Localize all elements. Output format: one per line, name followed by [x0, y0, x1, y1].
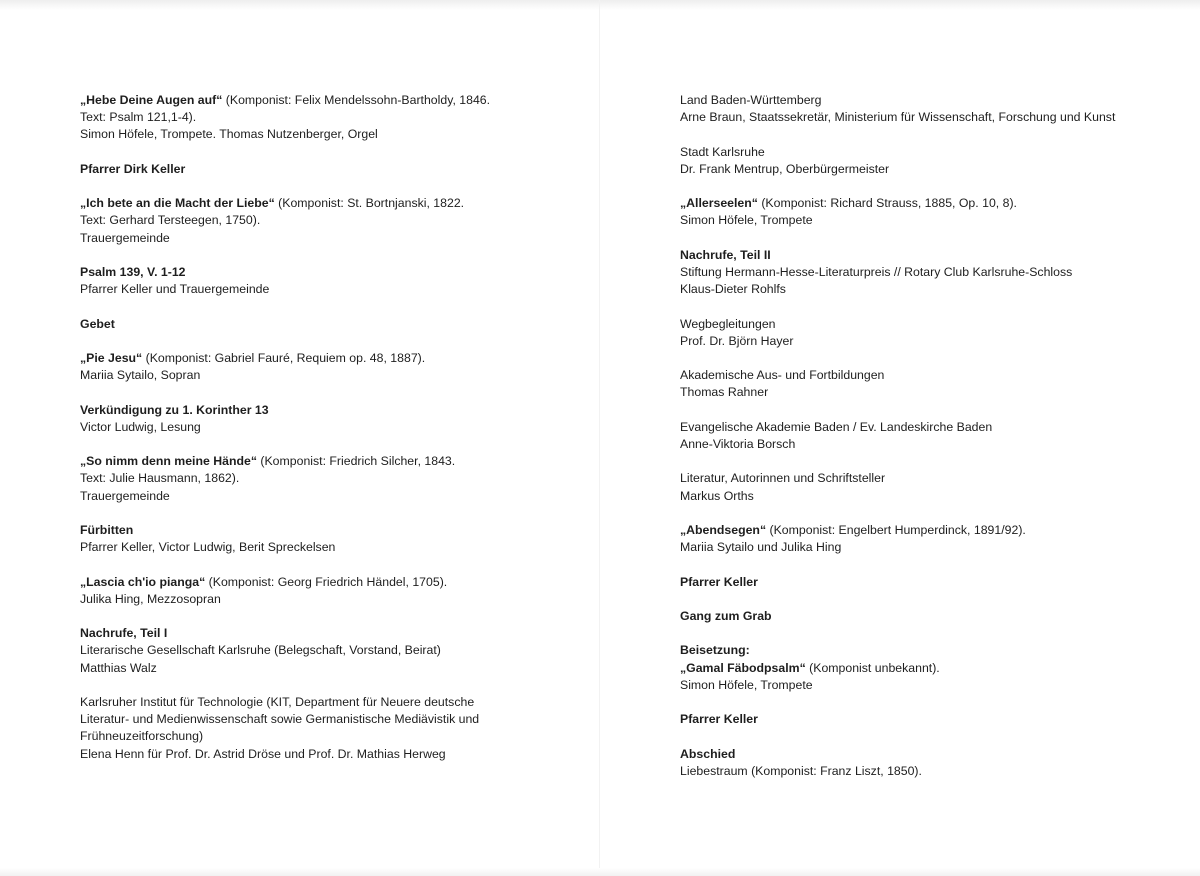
program-line	[680, 281, 1150, 298]
item-title: Pfarrer Dirk Keller	[80, 161, 186, 176]
program-line	[680, 333, 1150, 350]
program-line	[680, 212, 1150, 229]
program-item	[680, 470, 1150, 504]
program-item	[80, 92, 550, 144]
program-line	[80, 126, 550, 143]
item-title: „Ich bete an die Macht der Liebe“	[80, 196, 275, 211]
item-text: Evangelische Akademie Baden / Ev. Landeskirche Baden	[680, 419, 993, 434]
program-line	[80, 316, 550, 333]
item-text: Matthias Walz	[80, 660, 157, 675]
program-line	[680, 436, 1150, 453]
program-item	[680, 92, 1150, 126]
program-line	[680, 711, 1150, 728]
item-text: (Komponist unbekannt).	[805, 660, 940, 675]
program-item	[80, 625, 550, 677]
item-title: Psalm 139, V. 1-12	[80, 264, 186, 279]
item-text: Simon Höfele, Trompete	[680, 677, 813, 692]
program-line	[80, 660, 550, 677]
item-title: „Gamal Fäbodpsalm“	[680, 660, 806, 675]
program-item	[680, 522, 1150, 556]
item-text: Prof. Dr. Björn Hayer	[680, 333, 794, 348]
program-line	[80, 625, 550, 642]
program-item	[680, 711, 1150, 728]
program-item	[680, 247, 1150, 299]
item-title: „Hebe Deine Augen auf“	[80, 93, 223, 107]
program-line	[680, 522, 1150, 539]
item-text: Victor Ludwig, Lesung	[80, 419, 201, 434]
item-title: „So nimm denn meine Hände“	[80, 454, 257, 469]
program-line	[80, 522, 550, 539]
program-item	[80, 522, 550, 556]
program-item	[80, 453, 550, 505]
program-line	[80, 350, 550, 367]
page-fold	[599, 0, 600, 876]
program-line	[680, 161, 1150, 178]
program-line	[80, 281, 550, 298]
scan-edge-bottom	[0, 868, 1200, 876]
program-item	[680, 316, 1150, 350]
item-text: Text: Julie Hausmann, 1862).	[80, 471, 240, 486]
program-left-column	[80, 92, 550, 780]
program-line	[80, 711, 550, 728]
program-item	[680, 746, 1150, 780]
item-text: Arne Braun, Staatssekretär, Ministerium für Wissenschaft, Forschung und Kunst	[680, 110, 1116, 125]
item-title: „Allerseelen“	[680, 196, 758, 211]
program-item	[680, 419, 1150, 453]
item-title: „Lascia ch'io pianga“	[80, 574, 206, 589]
program-line	[680, 642, 1150, 659]
item-text: Simon Höfele, Trompete. Thomas Nutzenberger, Orgel	[80, 127, 378, 142]
program-line	[80, 195, 550, 212]
item-text: Frühneuzeitforschung)	[80, 729, 204, 744]
item-text: Liebestraum (Komponist: Franz Liszt, 1850).	[680, 763, 922, 778]
program-line	[680, 92, 1150, 109]
program-item	[80, 402, 550, 436]
program-item	[680, 367, 1150, 401]
program-line	[680, 384, 1150, 401]
program-item	[80, 316, 550, 333]
program-line	[680, 574, 1150, 591]
item-title: Beisetzung:	[680, 643, 750, 658]
program-line	[680, 746, 1150, 763]
program-item	[80, 574, 550, 608]
item-text: Elena Henn für Prof. Dr. Astrid Dröse und Prof. Dr. Mathias Herweg	[80, 746, 446, 761]
item-text: Literarische Gesellschaft Karlsruhe (Belegschaft, Vorstand, Beirat)	[80, 643, 441, 658]
program-line	[680, 470, 1150, 487]
program-line	[80, 212, 550, 229]
program-line	[680, 195, 1150, 212]
item-text: Literatur, Autorinnen und Schriftsteller	[680, 471, 886, 486]
program-line	[80, 453, 550, 470]
item-text: Pfarrer Keller, Victor Ludwig, Berit Spreckelsen	[80, 540, 336, 555]
program-item	[680, 574, 1150, 591]
item-text: (Komponist: Gabriel Fauré, Requiem op. 48, 1887).	[142, 350, 426, 365]
program-item	[680, 642, 1150, 694]
program-line	[80, 488, 550, 505]
item-title: „Pie Jesu“	[80, 350, 143, 365]
program-line	[80, 92, 550, 109]
item-text: Stiftung Hermann-Hesse-Literaturpreis // Rotary Club Karlsruhe-Schloss	[680, 264, 1073, 279]
item-text: Text: Psalm 121,1-4).	[80, 110, 197, 125]
program-line	[80, 470, 550, 487]
program-line	[80, 161, 550, 178]
item-title: „Abendsegen“	[680, 522, 767, 537]
item-text: Mariia Sytailo, Sopran	[80, 368, 201, 383]
item-text: Markus Orths	[680, 488, 754, 503]
program-line	[80, 109, 550, 126]
item-title: Nachrufe, Teil I	[80, 626, 168, 641]
item-text: Anne-Viktoria Borsch	[680, 436, 796, 451]
item-text: Pfarrer Keller und Trauergemeinde	[80, 282, 270, 297]
item-text: (Komponist: Engelbert Humperdinck, 1891/92).	[766, 522, 1026, 537]
program-line	[80, 419, 550, 436]
item-title: Gang zum Grab	[680, 608, 772, 623]
item-text: (Komponist: Felix Mendelssohn-Bartholdy, 1846.	[222, 93, 491, 107]
program-line	[680, 264, 1150, 281]
item-text: Julika Hing, Mezzosopran	[80, 591, 221, 606]
item-text: (Komponist: Friedrich Silcher, 1843.	[256, 454, 456, 469]
program-line	[680, 539, 1150, 556]
program-line	[680, 367, 1150, 384]
program-line	[680, 144, 1150, 161]
program-line	[80, 746, 550, 763]
program-item	[80, 694, 550, 763]
item-text: (Komponist: Georg Friedrich Händel, 1705).	[205, 574, 448, 589]
program-line	[80, 728, 550, 745]
scan-edge-top	[0, 0, 1200, 10]
item-title: Fürbitten	[80, 522, 134, 537]
program-item	[680, 195, 1150, 229]
program-line	[80, 230, 550, 247]
program-item	[80, 264, 550, 298]
program-line	[80, 574, 550, 591]
program-line	[80, 264, 550, 281]
item-text: Trauergemeinde	[80, 230, 170, 245]
program-line	[80, 402, 550, 419]
program-line	[80, 591, 550, 608]
program-item	[80, 195, 550, 247]
item-text: (Komponist: Richard Strauss, 1885, Op. 10, 8).	[757, 196, 1017, 211]
item-text: Klaus-Dieter Rohlfs	[680, 282, 786, 297]
program-line	[80, 642, 550, 659]
program-item	[680, 608, 1150, 625]
item-text: Text: Gerhard Tersteegen, 1750).	[80, 213, 261, 228]
program-line	[680, 488, 1150, 505]
item-title: Pfarrer Keller	[680, 712, 758, 727]
item-text: Simon Höfele, Trompete	[680, 213, 813, 228]
item-text: Trauergemeinde	[80, 488, 170, 503]
item-text: Literatur- und Medienwissenschaft sowie Germanistische Mediävistik und	[80, 712, 480, 727]
item-title: Abschied	[680, 746, 736, 761]
item-text: Thomas Rahner	[680, 385, 769, 400]
item-text: Dr. Frank Mentrup, Oberbürgermeister	[680, 161, 890, 176]
item-text: Akademische Aus- und Fortbildungen	[680, 368, 885, 383]
program-item	[80, 350, 550, 384]
item-text: Land Baden-Württemberg	[680, 93, 822, 107]
program-line	[80, 539, 550, 556]
program-line	[680, 419, 1150, 436]
item-title: Gebet	[80, 316, 115, 331]
program-line	[680, 763, 1150, 780]
program-line	[680, 660, 1150, 677]
program-line	[680, 247, 1150, 264]
item-title: Pfarrer Keller	[680, 574, 758, 589]
program-line	[680, 109, 1150, 126]
item-title: Nachrufe, Teil II	[680, 247, 771, 262]
program-line	[680, 677, 1150, 694]
program-item	[80, 161, 550, 178]
program-right-column	[680, 92, 1150, 797]
item-text: Stadt Karlsruhe	[680, 144, 765, 159]
item-text: Karlsruher Institut für Technologie (KIT, Department für Neuere deutsche	[80, 694, 475, 709]
item-text: (Komponist: St. Bortnjanski, 1822.	[274, 196, 465, 211]
program-line	[80, 367, 550, 384]
program-line	[680, 316, 1150, 333]
item-text: Mariia Sytailo und Julika Hing	[680, 540, 842, 555]
item-text: Wegbegleitungen	[680, 316, 776, 331]
program-line	[80, 694, 550, 711]
program-item	[680, 144, 1150, 178]
program-line	[680, 608, 1150, 625]
item-title: Verkündigung zu 1. Korinther 13	[80, 402, 269, 417]
